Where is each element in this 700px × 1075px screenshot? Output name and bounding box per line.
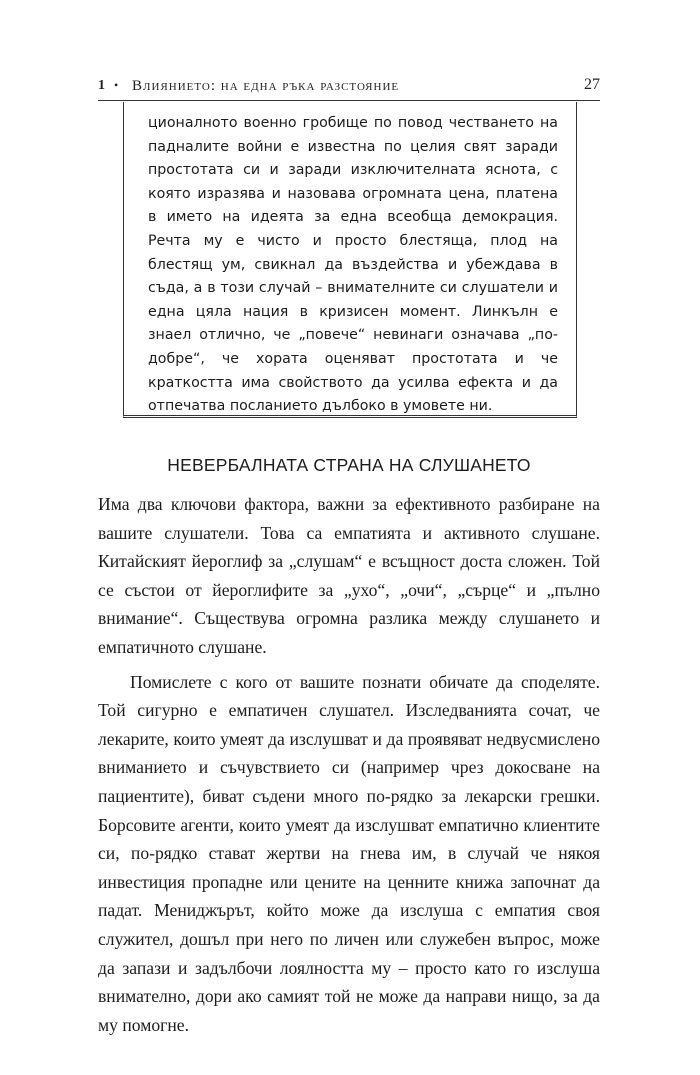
chapter-number: 1 bbox=[98, 78, 105, 93]
section-heading: НЕВЕРБАЛНАТА СТРАНА НА СЛУШАНЕТО bbox=[167, 455, 531, 475]
paragraph-1: Има два ключови фактора, важни за ефективното разбиране на вашите слушатели. Това са емпатията и активното слушане. Китайският йероглиф за „слушам“ е всъщност доста сложен. Той се състои от йероглифите за „ухо“, „очи“, „сърце“ и „пълно внимание“. Съществува огромна разлика между слушането и емпатичното слушане. bbox=[98, 494, 600, 657]
paragraph-2: Помислете с кого от вашите познати обичате да споделяте. Той сигурно е емпатичен слушател. Изследванията сочат, че лекарите, които умеят да изслушват и да проявяват недвусмислено вниманието и съчувствието си (например чрез докосване на пациентите), биват съдени много по-рядко за лекарски грешки. Борсовите агенти, които умеят да изслушват емпатично клиентите си, по-рядко стават жертви на гнева им, в случай че някоя инвестиция пропадне или цените на ценните книжа започнат да падат. Мениджърът, който може да изслуша с емпатия своя служител, дошъл при него по личен или служебен въпрос, може да запази и задълбочи лоялността му – просто като го изслуша внимателно, дори ако самият той не може да направи нищо, за да му помогне. bbox=[98, 671, 600, 1035]
box-text: ционалното военно гробище по повод честването на падналите войни е известна по целия свят заради простотата си и заради изключителната яснота, с която изразява и назовава огромната цена, платена в името на идеята за една всеобща демокрация. Речта му е чисто и просто блестяща, плод на блестящ ум, свикнал да въздейства и убеждава в съда, а в този случай – внимателните си слушатели и една цяла нация в кризисен момент. Линкълн е знаел отлично, че „повече“ невинаги означава „по-добре“, че хората оценяват простотата и че краткостта има свойството да усилва ефекта и да отпечатва посланието дълбоко в умовете ни. bbox=[148, 115, 558, 415]
page-number: 27 bbox=[584, 76, 600, 93]
body-text bbox=[98, 490, 600, 1039]
sidebar-box bbox=[123, 102, 577, 418]
bullet-separator: • bbox=[114, 78, 119, 92]
chapter-title: Влиянието: на една ръка разстояние bbox=[132, 78, 400, 94]
header-rule bbox=[98, 100, 600, 101]
running-head bbox=[98, 76, 600, 100]
